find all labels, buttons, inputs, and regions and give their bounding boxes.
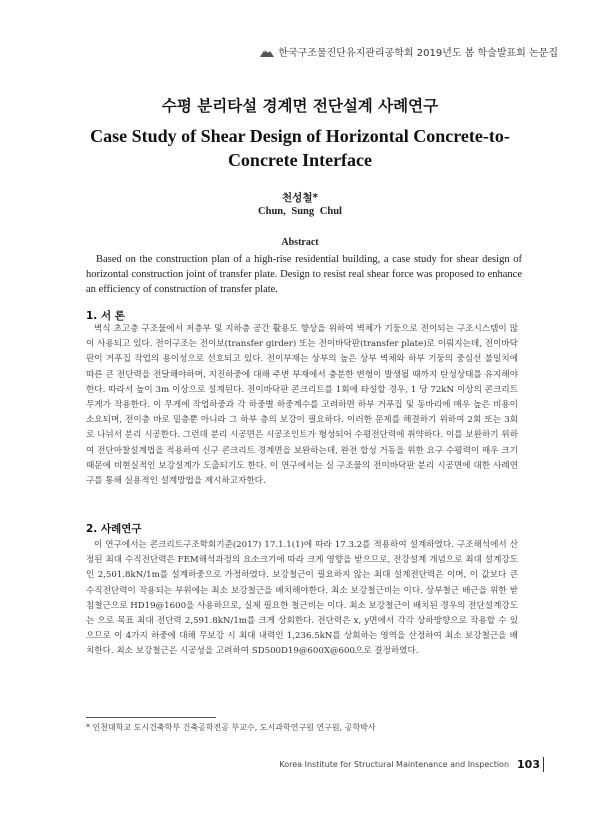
section-2-body: 이 연구에서는 콘크리트구조학회기준(2017) 17.1.1(1)에 따라 17.3.2를 적용하여 설계하였다. 구조해석에서 산정된 최대 수직전단력은 FEM해석과정의 요소크기에 따라 크게 영향을 받으므로, 전강설계 개념으로 최대 설계강도 인 2,501.8kN/1m를 설계하중으로 가정하였다. 보강철근이 필요하지 않는 최대 설계전단력은 이며, 이 값보다 큰 수직전단력이 작용되는 부위에는 최소 보강철근을 배치해야한다. 최소 보강철근비는 이다. 상부철근 배근을 위한 받침철근으로 HD19@1600을 사용하므로, 실제 필요한 철근비는 이다. 최소 보강철근이 배치된 경우의 전단설계강도는 으로 목표 최대 전단력 2,591.8kN/1m를 크게 상회한다. 전단력은 x, y면에서 각각 상하방향으로 작용할 수 있으므로 이 4가지 하중에 대해 무보강 시 최대 내력인 1,236.5kN를 상회하는 영역을 산정하여 최소 보강철근을 배치한다. 최소 보강철근은 시공성을 고려하여 SD500D19@600X@600으로 결정하였다.	[86, 540, 518, 657]
footer-divider	[543, 757, 544, 772]
journal-header	[260, 44, 558, 59]
section-1-heading: 1. 서 론	[86, 310, 125, 322]
paper-title-korean: 수평 분리타설 경계면 전단설계 사례연구	[161, 97, 439, 115]
footer-organization: Korea Institute for Structural Maintenance and Inspection	[279, 760, 510, 769]
section-2-heading: 2. 사례연구	[86, 523, 142, 535]
abstract-body: Based on the construction plan of a high-rise residential building, a case study for shear design of horizontal construction joint of transfer plate. Design to resist real shear force was proposed to enhance an efficiency of construction of transfer plate.	[86, 254, 522, 295]
paper-title-english: Case Study of Shear Design of Horizontal Concrete-to-Concrete Interface	[90, 126, 510, 170]
page-number: 103	[517, 758, 540, 771]
author-name-english: Chun, Sung Chul	[258, 206, 342, 217]
page-footer	[279, 758, 540, 771]
journal-logo-icon	[260, 47, 274, 57]
author-affiliation-footnote: * 인천대학교 도시건축학부 건축공학전공 부교수, 도시과학연구원 연구원, 공학박사	[86, 723, 376, 732]
footnote-divider	[86, 717, 216, 718]
section-1-body: 벽식 초고층 구조물에서 저층부 및 지하층 공간 활용도 향상을 위하여 벽체가 기둥으로 전이되는 구조시스템이 많이 사용되고 있다. 전이구조는 전이보(transfer girder) 또는 전이바닥판(transfer plate)로 이뤄지는데, 전이바닥판이 거푸집 작업의 용이성으로 선호되고 있다. 전이부재는 상부의 높은 상부 벽체와 하부 기둥의 중심선 불일치에 따른 큰 전단력을 전달해야하며, 지진하중에 대해 주변 부재에서 충분한 변형이 발생될 때까지 탄성상태를 유지해야한다. 따라서 높이 3m 이상으로 설계된다. 전이바닥판 콘크리트를 1회에 타설할 경우, 1 당 72kN 이상의 콘크리트 무게가 작용한다. 이 무게에 작업하중과 각 하중별 하중계수를 고려하면 하부 거푸집 및 동바리에 매우 높은 비용이 소요되며, 전이층 바로 밑층뿐 아니라 그 하부 층의 보강이 필요하다. 이러한 문제를 해결하기 위하여 2회 또는 3회로 나뉘서 분리 시공한다. 그런데 분리 시공면은 시공조인트가 형성되어 수평전단력에 취약하다. 이를 보완하기 위하여 전단마찰설계법을 적용하여 신구 콘크리트 경계면을 보완하는데, 완전 합성 거동을 위한 요구 수평력이 매우 크기 때문에 비현실적인 보강설계가 도출되기도 한다. 이 연구에서는 실 구조물의 전이바닥판 분리 시공면에 대한 사례연구를 통해 실용적인 설계방법을 제시하고자한다.	[86, 324, 518, 487]
journal-title: 한국구조물진단유지관리공학회 2019년도 봄 학술발표회 논문집	[278, 48, 558, 59]
author-name-korean: 천성철*	[282, 192, 318, 204]
abstract-heading: Abstract	[281, 237, 319, 248]
